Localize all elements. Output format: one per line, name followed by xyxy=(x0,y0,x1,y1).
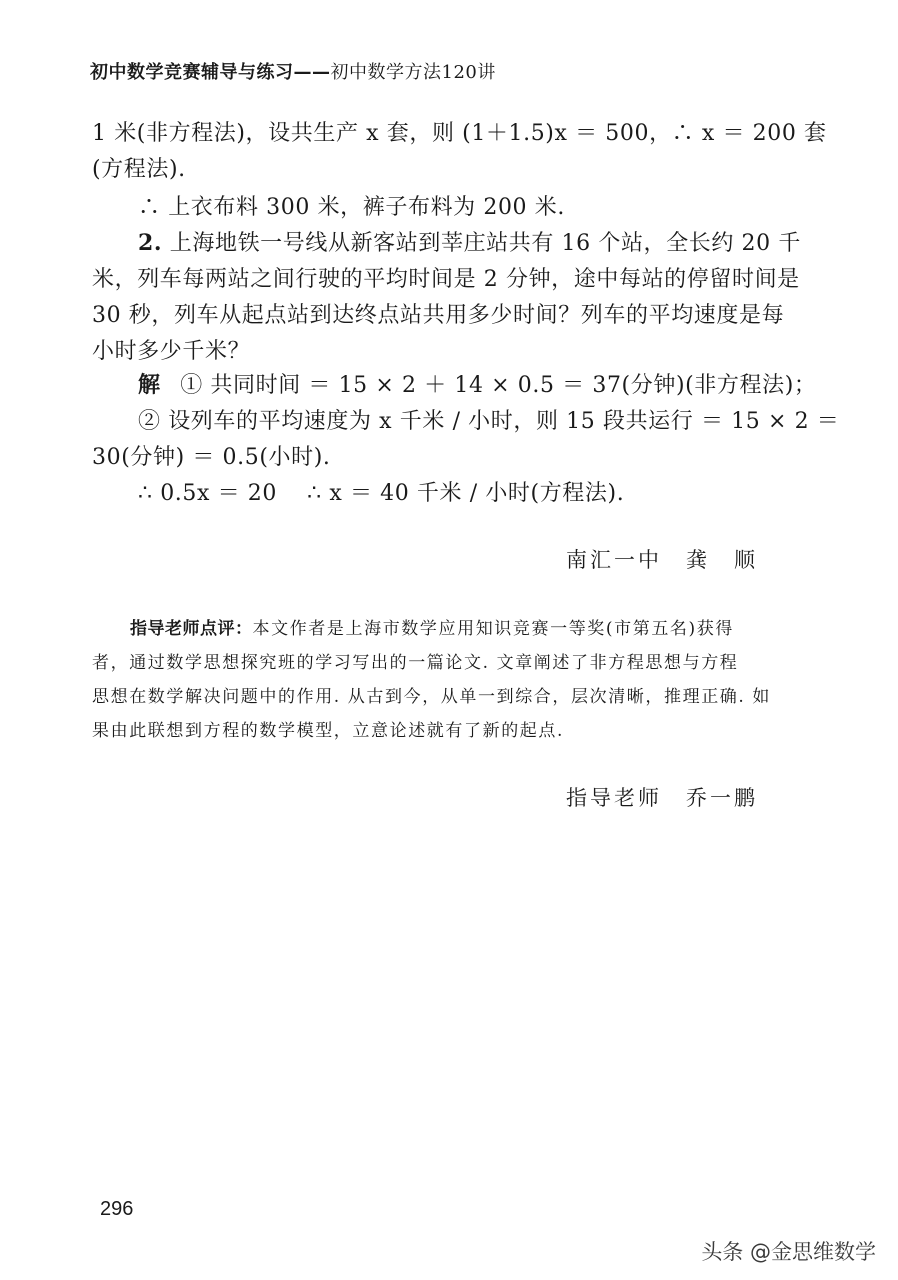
book-title: 初中数学竞赛辅导与练习—— xyxy=(90,62,331,83)
question-number: 2. xyxy=(138,230,163,256)
comment-label: 指导老师点评： xyxy=(130,619,253,639)
question-text-1: 上海地铁一号线从新客站到莘庄站共有 16 个站，全长约 20 千 xyxy=(169,231,801,256)
question-line-3: 30 秒，列车从起点站到达终点站共用多少时间？列车的平均速度是每 xyxy=(92,303,785,328)
solution-line-2: ② 设列车的平均速度为 x 千米 / 小时，则 15 段共运行 ＝ 15 × 2 ＝ xyxy=(138,409,840,434)
author-signature: 南汇一中 龚 顺 xyxy=(566,548,758,572)
body-line-3: ∴ 上衣布料 300 米，裤子布料为 200 米. xyxy=(138,195,565,220)
comment-line-4: 果由此联想到方程的数学模型，立意论述就有了新的起点. xyxy=(92,721,565,741)
question-line-1 xyxy=(138,226,801,257)
comment-line-3: 思想在数学解决问题中的作用. 从古到今，从单一到综合，层次清晰，推理正确. 如 xyxy=(92,687,772,707)
solution-line-1 xyxy=(138,368,817,399)
solution-line-4: ∴ 0.5x ＝ 20 ∴ x ＝ 40 千米 / 小时(方程法). xyxy=(138,481,625,506)
comment-line-2: 者，通过数学思想探究班的学习写出的一篇论文. 文章阐述了非方程思想与方程 xyxy=(92,653,739,673)
page-number: 296 xyxy=(100,1198,134,1220)
watermark: 头条 @金思维数学 xyxy=(701,1240,876,1264)
comment-text-1: 本文作者是上海市数学应用知识竞赛一等奖(市第五名)获得 xyxy=(252,619,734,639)
solution-line-3: 30(分钟) ＝ 0.5(小时). xyxy=(92,445,331,470)
solution-label: 解 xyxy=(138,372,161,398)
question-line-2: 米，列车每两站之间行驶的平均时间是 2 分钟，途中每站的停留时间是 xyxy=(92,267,800,292)
body-line-1: 1 米(非方程法)，设共生产 x 套，则 (1＋1.5)x ＝ 500，∴ x ＝ 200 套 xyxy=(92,121,827,146)
running-header xyxy=(90,58,496,84)
comment-line-1 xyxy=(130,614,734,639)
question-line-4: 小时多少千米？ xyxy=(92,339,251,364)
book-subtitle: 初中数学方法120讲 xyxy=(330,62,496,83)
teacher-signature: 指导老师 乔一鹏 xyxy=(566,786,758,810)
solution-text-1: ① 共同时间 ＝ 15 × 2 ＋ 14 × 0.5 ＝ 37(分钟)(非方程法)； xyxy=(180,373,817,398)
body-line-2: (方程法). xyxy=(92,157,186,182)
